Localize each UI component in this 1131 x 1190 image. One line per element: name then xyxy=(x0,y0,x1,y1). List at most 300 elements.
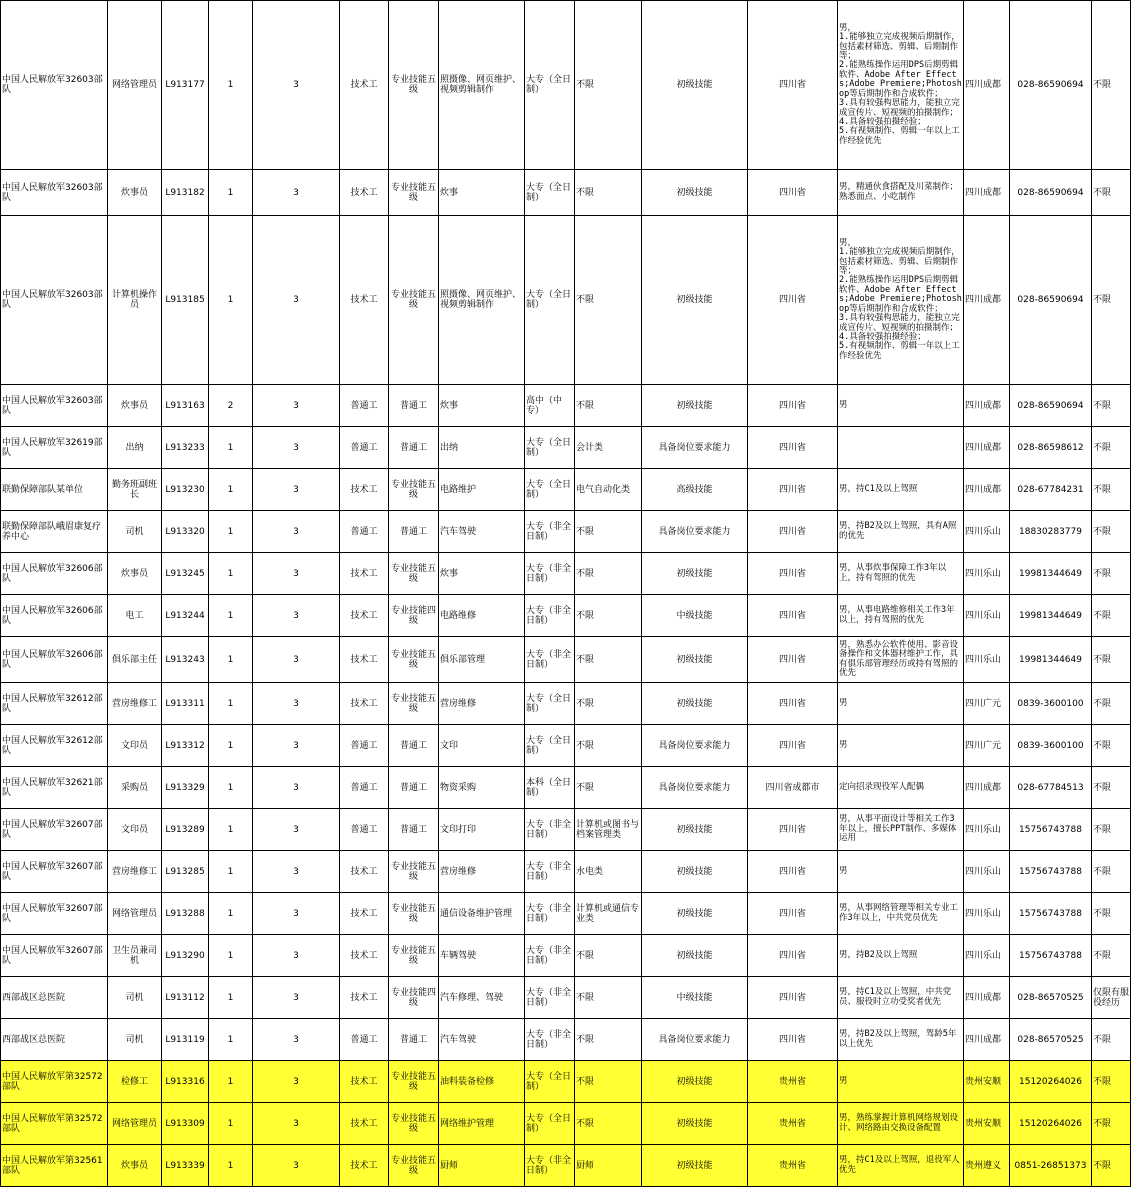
type-cell: 技术工 xyxy=(340,1103,389,1145)
type-cell: 普通工 xyxy=(340,427,389,469)
phone-cell: 15120264026 xyxy=(1010,1061,1092,1103)
code-cell: L913288 xyxy=(162,893,209,935)
ability-cell: 中级技能 xyxy=(642,595,748,637)
place-cell: 四川成都 xyxy=(964,469,1010,511)
skill-cell: 俱乐部管理 xyxy=(439,637,525,683)
remark-cell: 不限 xyxy=(1092,216,1131,385)
code-cell: L913339 xyxy=(162,1145,209,1187)
type-cell: 技术工 xyxy=(340,977,389,1019)
other-requirements-cell: 男，持C1及以上驾照，中共党员、服役时立功受奖者优先 xyxy=(838,977,964,1019)
place-cell: 四川乐山 xyxy=(964,595,1010,637)
education-cell: 大专（全日制） xyxy=(525,216,575,385)
major-cell: 不限 xyxy=(575,216,642,385)
remark-cell: 不限 xyxy=(1092,1019,1131,1061)
remark-cell: 不限 xyxy=(1092,725,1131,767)
table-row xyxy=(1,1019,1131,1061)
other-requirements-cell: 男，持B2及以上驾照，驾龄5年以上优先 xyxy=(838,1019,964,1061)
level-cell: 3 xyxy=(253,809,340,851)
household-cell: 四川省 xyxy=(748,385,838,427)
unit-cell: 中国人民解放军32603部队 xyxy=(1,170,108,216)
other-requirements-cell: 男，持C1及以上驾照 xyxy=(838,469,964,511)
remark-cell: 不限 xyxy=(1092,553,1131,595)
table-row xyxy=(1,637,1131,683)
ability-cell: 初级技能 xyxy=(642,216,748,385)
grade-cell: 专业技能五级 xyxy=(389,893,439,935)
code-cell: L913311 xyxy=(162,683,209,725)
education-cell: 高中（中专） xyxy=(525,385,575,427)
post-cell: 司机 xyxy=(108,1019,162,1061)
major-cell: 水电类 xyxy=(575,851,642,893)
other-requirements-cell: 男， 1.能够独立完成视频后期制作，包括素材筛选、剪辑、后期制作等； 2.能熟练操作运用DPS后期剪辑软件、Adobe After Effects;Adobe Premiere;Photoshop等后期制作和合成软件； 3.具有较强构思能力，能独立完成宣传片、短视频的拍摄制作； 4.具备较强拍摄经验； 5.有视频制作、剪辑一年以上工作经验优先 xyxy=(838,1,964,170)
ability-cell: 初级技能 xyxy=(642,1061,748,1103)
phone-cell: 0839-3600100 xyxy=(1010,683,1092,725)
place-cell: 四川乐山 xyxy=(964,637,1010,683)
major-cell: 不限 xyxy=(575,683,642,725)
table-row xyxy=(1,893,1131,935)
other-requirements-cell: 男，从事网络管理等相关专业工作3年以上，中共党员优先 xyxy=(838,893,964,935)
post-cell: 司机 xyxy=(108,977,162,1019)
table-row xyxy=(1,977,1131,1019)
post-cell: 俱乐部主任 xyxy=(108,637,162,683)
skill-cell: 电路维修 xyxy=(439,595,525,637)
code-cell: L913329 xyxy=(162,767,209,809)
remark-cell: 不限 xyxy=(1092,511,1131,553)
remark-cell: 仅限有服役经历 xyxy=(1092,977,1131,1019)
table-row xyxy=(1,170,1131,216)
other-requirements-cell: 男，从事电路维修相关工作3年以上，持有驾照的优先 xyxy=(838,595,964,637)
other-requirements-cell: 男，持B2及以上驾照，具有A照的优先 xyxy=(838,511,964,553)
type-cell: 技术工 xyxy=(340,553,389,595)
number-cell: 1 xyxy=(209,469,253,511)
major-cell: 不限 xyxy=(575,170,642,216)
ability-cell: 初级技能 xyxy=(642,935,748,977)
unit-cell: 中国人民解放军32606部队 xyxy=(1,595,108,637)
skill-cell: 文印打印 xyxy=(439,809,525,851)
ability-cell: 初级技能 xyxy=(642,851,748,893)
place-cell: 四川乐山 xyxy=(964,851,1010,893)
level-cell: 3 xyxy=(253,511,340,553)
household-cell: 四川省 xyxy=(748,935,838,977)
phone-cell: 15120264026 xyxy=(1010,1103,1092,1145)
post-cell: 勤务班副班长 xyxy=(108,469,162,511)
education-cell: 大专（全日制） xyxy=(525,1,575,170)
phone-cell: 18830283779 xyxy=(1010,511,1092,553)
unit-cell: 中国人民解放军第32572部队 xyxy=(1,1103,108,1145)
number-cell: 1 xyxy=(209,1061,253,1103)
phone-cell: 028-86590694 xyxy=(1010,216,1092,385)
household-cell: 四川省 xyxy=(748,553,838,595)
grade-cell: 专业技能五级 xyxy=(389,851,439,893)
ability-cell: 初级技能 xyxy=(642,170,748,216)
unit-cell: 中国人民解放军32603部队 xyxy=(1,216,108,385)
grade-cell: 专业技能五级 xyxy=(389,1103,439,1145)
number-cell: 1 xyxy=(209,977,253,1019)
grade-cell: 普通工 xyxy=(389,809,439,851)
ability-cell: 高级技能 xyxy=(642,469,748,511)
remark-cell: 不限 xyxy=(1092,767,1131,809)
education-cell: 大专（非全日制） xyxy=(525,637,575,683)
type-cell: 普通工 xyxy=(340,809,389,851)
type-cell: 技术工 xyxy=(340,469,389,511)
education-cell: 大专（全日制） xyxy=(525,427,575,469)
household-cell: 贵州省 xyxy=(748,1061,838,1103)
phone-cell: 0839-3600100 xyxy=(1010,725,1092,767)
remark-cell: 不限 xyxy=(1092,851,1131,893)
code-cell: L913320 xyxy=(162,511,209,553)
unit-cell: 中国人民解放军32603部队 xyxy=(1,385,108,427)
major-cell: 计算机或通信专业类 xyxy=(575,893,642,935)
number-cell: 1 xyxy=(209,595,253,637)
household-cell: 四川省 xyxy=(748,511,838,553)
skill-cell: 车辆驾驶 xyxy=(439,935,525,977)
household-cell: 四川省 xyxy=(748,216,838,385)
grade-cell: 专业技能五级 xyxy=(389,469,439,511)
place-cell: 四川成都 xyxy=(964,385,1010,427)
type-cell: 普通工 xyxy=(340,511,389,553)
remark-cell: 不限 xyxy=(1092,469,1131,511)
ability-cell: 初级技能 xyxy=(642,1103,748,1145)
level-cell: 3 xyxy=(253,725,340,767)
post-cell: 网络管理员 xyxy=(108,1,162,170)
remark-cell: 不限 xyxy=(1092,893,1131,935)
remark-cell: 不限 xyxy=(1092,1,1131,170)
post-cell: 文印员 xyxy=(108,725,162,767)
other-requirements-cell: 男，精通伙食搭配及川菜制作；熟悉面点、小吃制作 xyxy=(838,170,964,216)
place-cell: 四川广元 xyxy=(964,725,1010,767)
major-cell: 不限 xyxy=(575,1,642,170)
code-cell: L913285 xyxy=(162,851,209,893)
unit-cell: 中国人民解放军32603部队 xyxy=(1,1,108,170)
table-row xyxy=(1,216,1131,385)
place-cell: 贵州安顺 xyxy=(964,1103,1010,1145)
grade-cell: 普通工 xyxy=(389,385,439,427)
household-cell: 四川省成都市 xyxy=(748,767,838,809)
skill-cell: 电路维护 xyxy=(439,469,525,511)
level-cell: 3 xyxy=(253,1061,340,1103)
table-row xyxy=(1,511,1131,553)
type-cell: 技术工 xyxy=(340,1145,389,1187)
table-row xyxy=(1,427,1131,469)
major-cell: 不限 xyxy=(575,637,642,683)
table-row xyxy=(1,595,1131,637)
unit-cell: 中国人民解放军32607部队 xyxy=(1,851,108,893)
grade-cell: 专业技能五级 xyxy=(389,683,439,725)
phone-cell: 028-67784513 xyxy=(1010,767,1092,809)
education-cell: 大专（非全日制） xyxy=(525,511,575,553)
post-cell: 司机 xyxy=(108,511,162,553)
unit-cell: 中国人民解放军32607部队 xyxy=(1,935,108,977)
place-cell: 四川成都 xyxy=(964,427,1010,469)
code-cell: L913163 xyxy=(162,385,209,427)
grade-cell: 专业技能四级 xyxy=(389,595,439,637)
household-cell: 四川省 xyxy=(748,637,838,683)
phone-cell: 028-86590694 xyxy=(1010,170,1092,216)
major-cell: 计算机或图书与档案管理类 xyxy=(575,809,642,851)
code-cell: L913316 xyxy=(162,1061,209,1103)
education-cell: 大专（全日制） xyxy=(525,170,575,216)
type-cell: 技术工 xyxy=(340,935,389,977)
level-cell: 3 xyxy=(253,216,340,385)
major-cell: 不限 xyxy=(575,935,642,977)
table-row xyxy=(1,809,1131,851)
code-cell: L913312 xyxy=(162,725,209,767)
major-cell: 不限 xyxy=(575,1019,642,1061)
household-cell: 四川省 xyxy=(748,1,838,170)
ability-cell: 初级技能 xyxy=(642,893,748,935)
level-cell: 3 xyxy=(253,767,340,809)
place-cell: 四川成都 xyxy=(964,216,1010,385)
number-cell: 1 xyxy=(209,1103,253,1145)
code-cell: L913245 xyxy=(162,553,209,595)
skill-cell: 炊事 xyxy=(439,170,525,216)
post-cell: 出纳 xyxy=(108,427,162,469)
education-cell: 大专（非全日制） xyxy=(525,553,575,595)
grade-cell: 专业技能五级 xyxy=(389,637,439,683)
number-cell: 1 xyxy=(209,216,253,385)
other-requirements-cell: 男 xyxy=(838,385,964,427)
other-requirements-cell: 男，从事炊事保障工作3年以上，持有驾照的优先 xyxy=(838,553,964,595)
ability-cell: 初级技能 xyxy=(642,1,748,170)
code-cell: L913243 xyxy=(162,637,209,683)
place-cell: 四川乐山 xyxy=(964,511,1010,553)
ability-cell: 具备岗位要求能力 xyxy=(642,767,748,809)
number-cell: 1 xyxy=(209,1,253,170)
grade-cell: 专业技能五级 xyxy=(389,1,439,170)
other-requirements-cell: 男 xyxy=(838,851,964,893)
post-cell: 网络管理员 xyxy=(108,893,162,935)
phone-cell: 028-86570525 xyxy=(1010,1019,1092,1061)
phone-cell: 028-67784231 xyxy=(1010,469,1092,511)
table-row xyxy=(1,1103,1131,1145)
post-cell: 电工 xyxy=(108,595,162,637)
phone-cell: 19981344649 xyxy=(1010,553,1092,595)
number-cell: 1 xyxy=(209,170,253,216)
remark-cell: 不限 xyxy=(1092,1061,1131,1103)
table-row xyxy=(1,935,1131,977)
education-cell: 大专（非全日制） xyxy=(525,595,575,637)
number-cell: 1 xyxy=(209,1019,253,1061)
grade-cell: 专业技能五级 xyxy=(389,170,439,216)
skill-cell: 文印 xyxy=(439,725,525,767)
unit-cell: 中国人民解放军第32572部队 xyxy=(1,1061,108,1103)
number-cell: 1 xyxy=(209,683,253,725)
grade-cell: 专业技能五级 xyxy=(389,1061,439,1103)
level-cell: 3 xyxy=(253,1103,340,1145)
major-cell: 不限 xyxy=(575,977,642,1019)
code-cell: L913112 xyxy=(162,977,209,1019)
remark-cell: 不限 xyxy=(1092,809,1131,851)
code-cell: L913309 xyxy=(162,1103,209,1145)
place-cell: 四川成都 xyxy=(964,977,1010,1019)
place-cell: 贵州遵义 xyxy=(964,1145,1010,1187)
ability-cell: 具备岗位要求能力 xyxy=(642,427,748,469)
ability-cell: 具备岗位要求能力 xyxy=(642,1019,748,1061)
level-cell: 3 xyxy=(253,1,340,170)
education-cell: 大专（非全日制） xyxy=(525,1019,575,1061)
post-cell: 文印员 xyxy=(108,809,162,851)
phone-cell: 028-86590694 xyxy=(1010,1,1092,170)
grade-cell: 专业技能五级 xyxy=(389,1145,439,1187)
education-cell: 大专（全日制） xyxy=(525,469,575,511)
post-cell: 营房维修工 xyxy=(108,683,162,725)
grade-cell: 专业技能四级 xyxy=(389,977,439,1019)
major-cell: 不限 xyxy=(575,385,642,427)
unit-cell: 中国人民解放军32607部队 xyxy=(1,809,108,851)
grade-cell: 普通工 xyxy=(389,1019,439,1061)
skill-cell: 汽车修理、驾驶 xyxy=(439,977,525,1019)
major-cell: 不限 xyxy=(575,1103,642,1145)
number-cell: 1 xyxy=(209,767,253,809)
table-row xyxy=(1,767,1131,809)
phone-cell: 15756743788 xyxy=(1010,935,1092,977)
code-cell: L913185 xyxy=(162,216,209,385)
number-cell: 1 xyxy=(209,637,253,683)
major-cell: 不限 xyxy=(575,725,642,767)
ability-cell: 初级技能 xyxy=(642,553,748,595)
other-requirements-cell: 男，持C1及以上驾照，退役军人优先 xyxy=(838,1145,964,1187)
place-cell: 四川乐山 xyxy=(964,893,1010,935)
type-cell: 技术工 xyxy=(340,170,389,216)
type-cell: 普通工 xyxy=(340,385,389,427)
major-cell: 不限 xyxy=(575,1061,642,1103)
grade-cell: 专业技能五级 xyxy=(389,553,439,595)
phone-cell: 15756743788 xyxy=(1010,809,1092,851)
remark-cell: 不限 xyxy=(1092,385,1131,427)
skill-cell: 汽车驾驶 xyxy=(439,1019,525,1061)
skill-cell: 炊事 xyxy=(439,385,525,427)
household-cell: 四川省 xyxy=(748,683,838,725)
place-cell: 四川成都 xyxy=(964,170,1010,216)
number-cell: 1 xyxy=(209,851,253,893)
unit-cell: 联勤保障部队峨眉康复疗养中心 xyxy=(1,511,108,553)
ability-cell: 初级技能 xyxy=(642,637,748,683)
post-cell: 计算机操作员 xyxy=(108,216,162,385)
other-requirements-cell: 定向招录现役军人配偶 xyxy=(838,767,964,809)
household-cell: 四川省 xyxy=(748,1019,838,1061)
place-cell: 四川成都 xyxy=(964,1019,1010,1061)
education-cell: 大专（非全日制） xyxy=(525,851,575,893)
code-cell: L913233 xyxy=(162,427,209,469)
phone-cell: 19981344649 xyxy=(1010,595,1092,637)
level-cell: 3 xyxy=(253,170,340,216)
phone-cell: 15756743788 xyxy=(1010,851,1092,893)
post-cell: 检修工 xyxy=(108,1061,162,1103)
number-cell: 1 xyxy=(209,935,253,977)
table-row xyxy=(1,385,1131,427)
type-cell: 技术工 xyxy=(340,595,389,637)
table-row xyxy=(1,683,1131,725)
household-cell: 四川省 xyxy=(748,595,838,637)
unit-cell: 中国人民解放军32612部队 xyxy=(1,725,108,767)
number-cell: 1 xyxy=(209,553,253,595)
code-cell: L913244 xyxy=(162,595,209,637)
major-cell: 不限 xyxy=(575,511,642,553)
level-cell: 3 xyxy=(253,683,340,725)
skill-cell: 物资采购 xyxy=(439,767,525,809)
place-cell: 贵州安顺 xyxy=(964,1061,1010,1103)
skill-cell: 炊事 xyxy=(439,553,525,595)
unit-cell: 西部战区总医院 xyxy=(1,1019,108,1061)
skill-cell: 油料装备检修 xyxy=(439,1061,525,1103)
number-cell: 2 xyxy=(209,385,253,427)
education-cell: 大专（非全日制） xyxy=(525,809,575,851)
unit-cell: 中国人民解放军32612部队 xyxy=(1,683,108,725)
phone-cell: 028-86598612 xyxy=(1010,427,1092,469)
table-body xyxy=(1,1,1131,1187)
level-cell: 3 xyxy=(253,935,340,977)
skill-cell: 营房维修 xyxy=(439,683,525,725)
type-cell: 普通工 xyxy=(340,725,389,767)
unit-cell: 西部战区总医院 xyxy=(1,977,108,1019)
post-cell: 网络管理员 xyxy=(108,1103,162,1145)
place-cell: 四川乐山 xyxy=(964,553,1010,595)
phone-cell: 028-86570525 xyxy=(1010,977,1092,1019)
skill-cell: 网络维护管理 xyxy=(439,1103,525,1145)
major-cell: 不限 xyxy=(575,767,642,809)
number-cell: 1 xyxy=(209,511,253,553)
type-cell: 技术工 xyxy=(340,851,389,893)
post-cell: 炊事员 xyxy=(108,553,162,595)
skill-cell: 厨师 xyxy=(439,1145,525,1187)
education-cell: 大专（非全日制） xyxy=(525,893,575,935)
level-cell: 3 xyxy=(253,427,340,469)
level-cell: 3 xyxy=(253,469,340,511)
post-cell: 炊事员 xyxy=(108,385,162,427)
other-requirements-cell xyxy=(838,427,964,469)
post-cell: 炊事员 xyxy=(108,170,162,216)
number-cell: 1 xyxy=(209,427,253,469)
type-cell: 技术工 xyxy=(340,683,389,725)
household-cell: 四川省 xyxy=(748,809,838,851)
level-cell: 3 xyxy=(253,1145,340,1187)
household-cell: 贵州省 xyxy=(748,1103,838,1145)
education-cell: 大专（非全日制） xyxy=(525,1145,575,1187)
household-cell: 四川省 xyxy=(748,170,838,216)
ability-cell: 初级技能 xyxy=(642,385,748,427)
number-cell: 1 xyxy=(209,1145,253,1187)
type-cell: 技术工 xyxy=(340,893,389,935)
grade-cell: 专业技能五级 xyxy=(389,216,439,385)
education-cell: 大专（全日制） xyxy=(525,683,575,725)
major-cell: 电气自动化类 xyxy=(575,469,642,511)
ability-cell: 中级技能 xyxy=(642,977,748,1019)
ability-cell: 具备岗位要求能力 xyxy=(642,725,748,767)
household-cell: 四川省 xyxy=(748,427,838,469)
level-cell: 3 xyxy=(253,977,340,1019)
post-cell: 营房维修工 xyxy=(108,851,162,893)
unit-cell: 中国人民解放军32606部队 xyxy=(1,637,108,683)
education-cell: 大专（全日制） xyxy=(525,1061,575,1103)
other-requirements-cell: 男，从事平面设计等相关工作3年以上，擅长PPT制作、多媒体运用 xyxy=(838,809,964,851)
code-cell: L913230 xyxy=(162,469,209,511)
number-cell: 1 xyxy=(209,809,253,851)
level-cell: 3 xyxy=(253,893,340,935)
number-cell: 1 xyxy=(209,725,253,767)
other-requirements-cell: 男，熟悉办公软件使用、影音设备操作和文体器材维护工作，具有俱乐部管理经历或持有驾照的优先 xyxy=(838,637,964,683)
education-cell: 大专（全日制） xyxy=(525,725,575,767)
household-cell: 四川省 xyxy=(748,851,838,893)
unit-cell: 中国人民解放军第32561部队 xyxy=(1,1145,108,1187)
remark-cell: 不限 xyxy=(1092,427,1131,469)
level-cell: 3 xyxy=(253,595,340,637)
unit-cell: 中国人民解放军32619部队 xyxy=(1,427,108,469)
phone-cell: 19981344649 xyxy=(1010,637,1092,683)
grade-cell: 普通工 xyxy=(389,511,439,553)
code-cell: L913177 xyxy=(162,1,209,170)
other-requirements-cell: 男 xyxy=(838,1061,964,1103)
ability-cell: 初级技能 xyxy=(642,1145,748,1187)
skill-cell: 出纳 xyxy=(439,427,525,469)
